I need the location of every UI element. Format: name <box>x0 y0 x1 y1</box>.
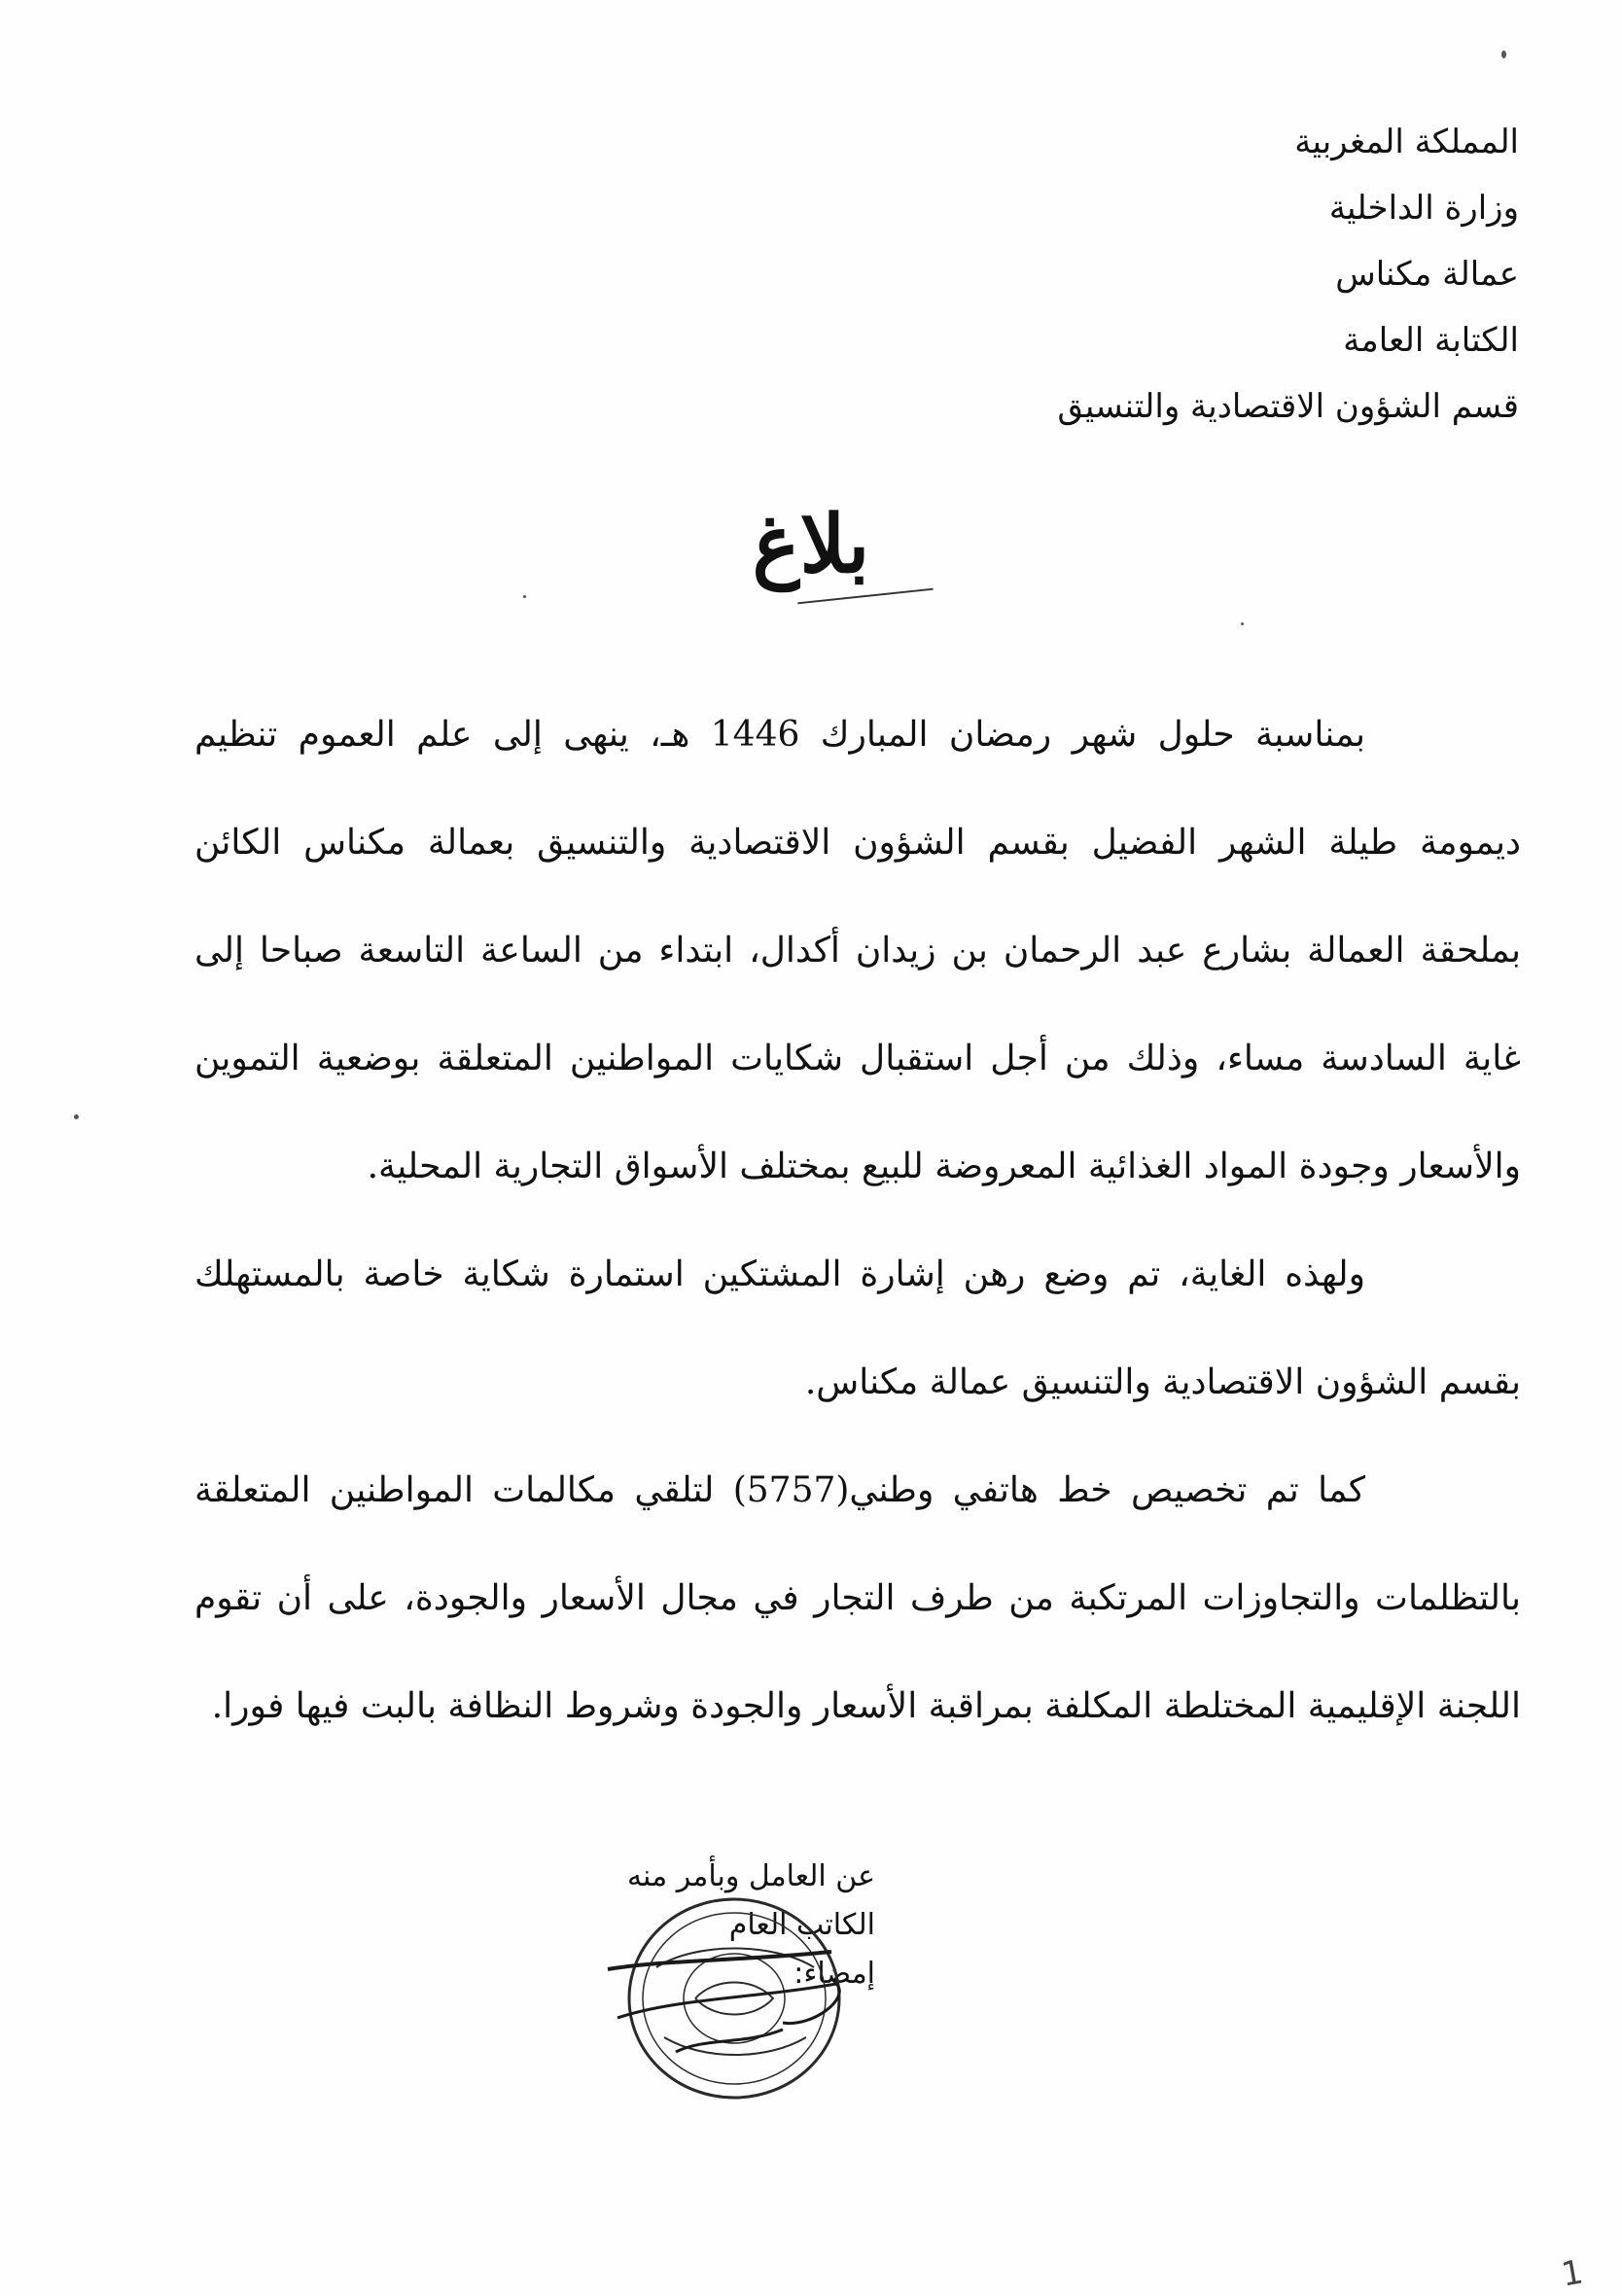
letterhead-secretariat: الكتابة العامة <box>1343 321 1519 360</box>
signature-line-2: الكاتب العام <box>728 1908 875 1942</box>
body-paragraph-2: ولهذه الغاية، تم وضع رهن إشارة المشتكين استمارة شكاية خاصة بالمستهلك بقسم الشؤون الاقتصادية والتنسيق عمالة مكناس. <box>194 1254 1521 1402</box>
letterhead-prefecture: عمالة مكناس <box>1335 255 1519 294</box>
document-title: بلاغ <box>752 498 870 591</box>
signature-line-3: إمضاء: <box>793 1957 875 1991</box>
page-number: 1 <box>1558 2252 1586 2295</box>
letterhead-division: قسم الشؤون الاقتصادية والتنسيق <box>1057 387 1519 426</box>
scan-speck <box>1501 51 1506 58</box>
official-stamp-icon <box>588 1853 880 2144</box>
document-body <box>194 681 1521 1760</box>
scan-speck <box>74 1114 79 1119</box>
body-paragraph-1: بمناسبة حلول شهر رمضان المبارك 1446 هـ، ينهى إلى علم العموم تنظيم ديمومة طيلة الشهر الفضيل بقسم الشؤون الاقتصادية والتنسيق بعمالة مكناس الكائن بملحقة العمالة بشارع عبد الرحمان بن زيدان أكدال، ابتداء من الساعة التاسعة صباحا إلى غاية السادسة مساء، وذلك من أجل استقبال شكايات المواطنين المتعلقة بوضعية التموين والأسعار وجودة المواد الغذائية المعروضة للبيع بمختلف الأسواق التجارية المحلية. <box>194 715 1521 1186</box>
letterhead-kingdom: المملكة المغربية <box>1294 123 1519 161</box>
body-paragraph-3: كما تم تخصيص خط هاتفي وطني(5757) لتلقي مكالمات المواطنين المتعلقة بالتظلمات والتجاوزات المرتكبة من طرف التجار في مجال الأسعار والجودة، على أن تقوم اللجنة الإقليمية المختلطة المكلفة بمراقبة الأسعار والجودة وشروط النظافة بالبت فيها فورا. <box>194 1470 1521 1726</box>
signature-line-1: عن العامل وبأمر منه <box>626 1859 875 1893</box>
letterhead-ministry: وزارة الداخلية <box>1328 189 1519 228</box>
scan-speck <box>1241 622 1244 625</box>
letterhead <box>935 109 1519 440</box>
scan-speck <box>523 595 526 598</box>
